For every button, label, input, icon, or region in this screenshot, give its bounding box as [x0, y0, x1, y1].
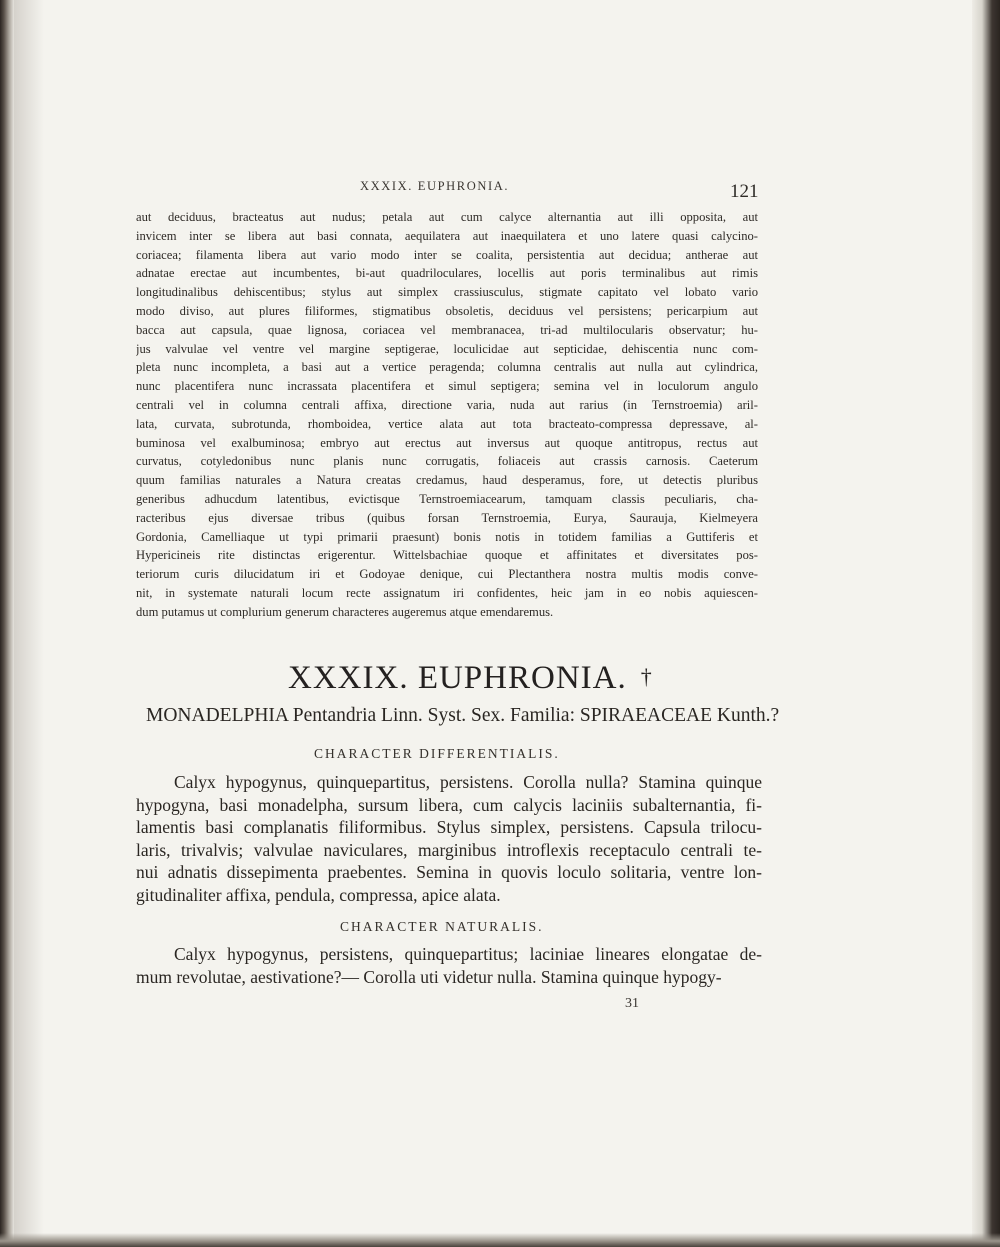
text-line: lamentis basi complanatis filiformibus. Stylus simplex, persistens. Capsula trilocu-	[136, 817, 762, 837]
natural-paragraph	[136, 943, 762, 988]
text-line: buminosa vel exalbuminosa; embryo aut erectus aut inversus aut quoque antitropus, rectus aut	[136, 435, 758, 450]
intro-paragraph	[136, 208, 758, 622]
text-line: bacca aut capsula, quae lignosa, coriacea vel membranacea, tri-ad multilocularis observatur; hu-	[136, 322, 758, 337]
page-edge-right	[972, 0, 1000, 1247]
section-heading-differential: CHARACTER DIFFERENTIALIS.	[314, 746, 560, 761]
text-line: modo diviso, aut plures filiformes, stigmatibus obsoletis, deciduus vel persistens; pericarpium aut	[136, 303, 758, 318]
page-edge-bottom	[0, 1233, 1000, 1247]
text-line: laris, trivalvis; valvulae naviculares, marginibus introflexis receptaculo centrali te-	[136, 839, 762, 860]
text-line: nunc placentifera nunc incrassata placentifera et simul septigera; semina vel in loculorum angulo	[136, 379, 758, 394]
text-line: coriacea; filamenta libera aut vario modo inter se coalita, persistentia aut decidua; antherae aut	[136, 247, 758, 262]
text-line: jus valvulae vel ventre vel margine septigerae, loculicidae aut septicidae, dehiscentia nunc com-	[136, 341, 758, 356]
text-line: invicem inter se libera aut basi connata, aequilatera aut inaequilatera et uno latere quasi calycino-	[136, 228, 758, 243]
page-number: 121	[730, 181, 759, 202]
section-heading-natural: CHARACTER NATURALIS.	[340, 919, 544, 934]
text-line: adnatae erectae aut incumbentes, bi-aut quadriloculares, locellis aut poris terminalibus aut rimis	[136, 266, 758, 281]
genus-title	[288, 660, 653, 697]
text-line: hypogyna, basi monadelpha, sursum libera, cum calycis laciniis subalternantia, fi-	[136, 794, 762, 815]
text-line: teriorum curis dilucidatum iri et Godoyae denique, cui Plectanthera nostra multis modis conve-	[136, 567, 758, 582]
text-line: gitudinaliter affixa, pendula, compressa, apice alata.	[136, 884, 501, 905]
running-head: XXXIX. EUPHRONIA.	[360, 179, 510, 193]
classification-line: MONADELPHIA Pentandria Linn. Syst. Sex. Familia: SPIRAEACEAE Kunth.?	[146, 705, 780, 726]
text-line: generibus adhucdum latentibus, evictisque Ternstroemiacearum, tamquam classis peculiaris, cha-	[136, 491, 758, 506]
text-line: longitudinalibus dehiscentibus; stylus aut simplex crassiusculus, stigmate capitato vel lobato vario	[136, 285, 758, 300]
text-line: lata, curvata, subrotunda, rhomboidea, vertice alata aut tota bracteato-compressa depressave, al-	[136, 416, 758, 431]
dagger-mark: †	[640, 664, 653, 689]
text-line: nit, in systemate naturali locum recte assignatum iri confidentes, heic jam in eo nobis aquiescen-	[136, 585, 758, 600]
text-line: curvatus, cotyledonibus nunc planis nunc corrugatis, foliaceis aut crassis carnosis. Caeterum	[136, 454, 758, 469]
text-line: mum revolutae, aestivatione?— Corolla uti videtur nulla. Stamina quinque hypogy-	[136, 966, 722, 987]
text-line: racteribus ejus diversae tribus (quibus forsan Ternstroemia, Eurya, Saurauja, Kielmeyera	[136, 510, 758, 525]
book-spine	[0, 0, 14, 1247]
text-line: pleta nunc incompleta, a basi aut a vertice peragenda; columna centralis aut nulla aut cylindrica,	[136, 360, 758, 375]
text-line: aut deciduus, bracteatus aut nudus; petala aut cum calyce alternantia aut illi opposita, aut	[136, 210, 758, 224]
text-line: quum familias naturales a Natura creatas credamus, haud desperamus, fore, ut detectis pluribus	[136, 473, 758, 488]
text-line: Hypericineis rite distinctas erigerentur. Wittelsbachiae quoque et affinitates et diversitates pos-	[136, 548, 758, 563]
text-line: centrali vel in columna centrali affixa, directione varia, nuda aut rarius (in Ternstroemia) aril-	[136, 397, 758, 412]
text-line: dum putamus ut complurium generum characteres augeremus atque emendaremus.	[136, 604, 554, 619]
differential-paragraph	[136, 771, 762, 906]
signature-mark: 31	[625, 996, 639, 1011]
genus-title-text: XXXIX. EUPHRONIA.	[288, 660, 627, 696]
text-line: Calyx hypogynus, persistens, quinquepartitus; laciniae lineares elongatae de-	[174, 944, 762, 964]
text-line: Calyx hypogynus, quinquepartitus, persistens. Corolla nulla? Stamina quinque	[174, 772, 762, 792]
text-line: Gordonia, Camelliaque ut typi primarii praesunt) bonis notis in totidem familias a Guttiferis et	[136, 529, 758, 544]
gutter-shadow	[14, 0, 44, 1247]
text-line: nui adnatis dissepimenta praebentes. Semina in quovis loculo solitaria, ventre lon-	[136, 862, 762, 882]
